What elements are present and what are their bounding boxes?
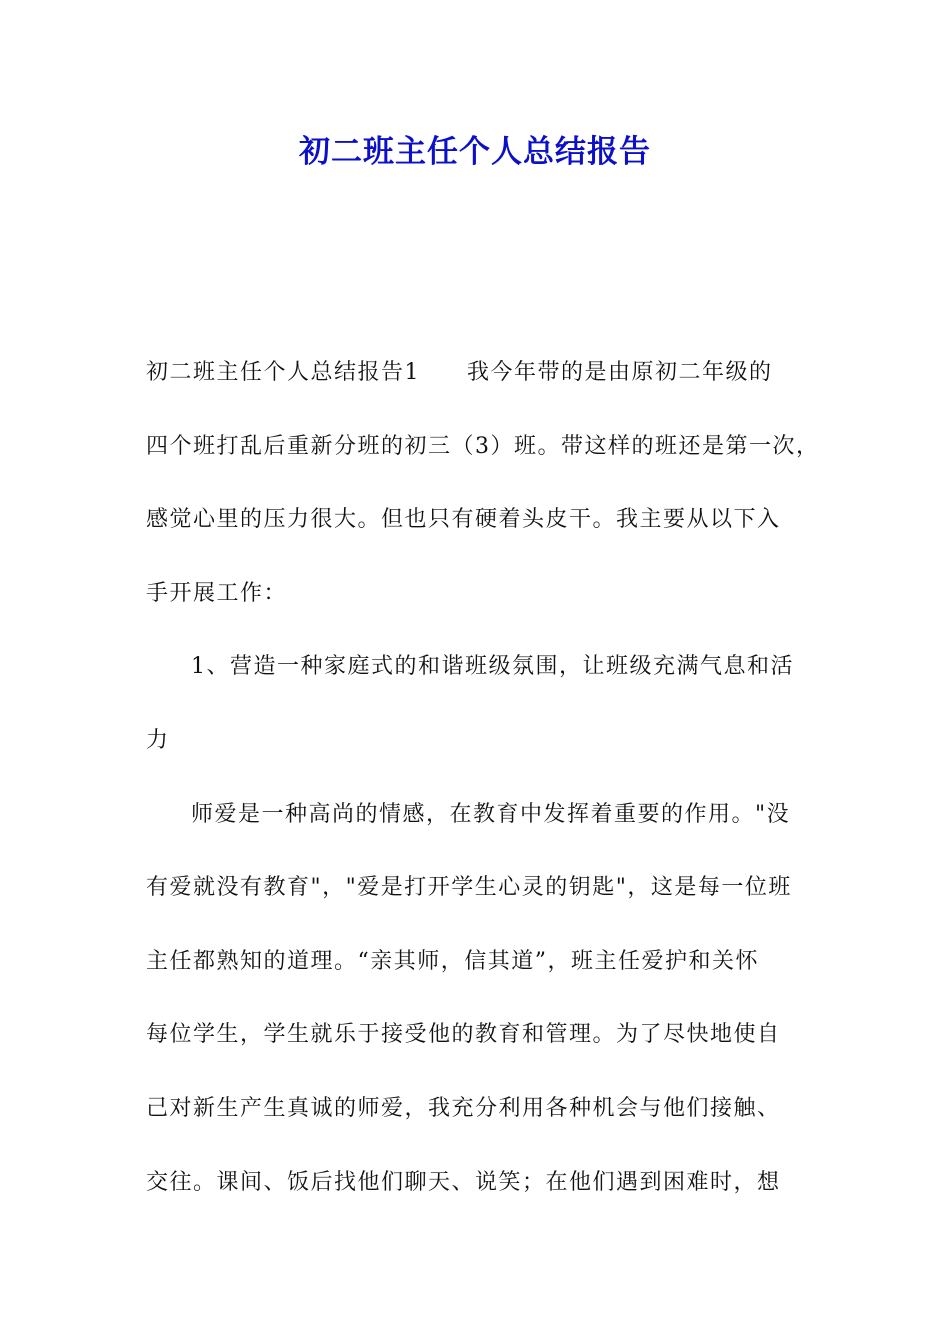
body-line: 交往。课间、饭后找他们聊天、说笑；在他们遇到困难时，想 xyxy=(146,1169,781,1195)
section-heading-line: 力 xyxy=(146,727,170,753)
body-line: 四个班打乱后重新分班的初三（3）班。带这样的班还是第一次， xyxy=(146,433,820,459)
body-line: 己对新生产生真诚的师爱，我充分利用各种机会与他们接触、 xyxy=(146,1095,781,1121)
body-line: 手开展工作： xyxy=(146,580,288,606)
section-heading-line: 1、营造一种家庭式的和谐班级氛围，让班级充满气息和活 xyxy=(191,654,794,680)
document-title: 初二班主任个人总结报告 xyxy=(299,134,651,170)
body-line: 每位学生，学生就乐于接受他的教育和管理。为了尽快地使自 xyxy=(146,1022,781,1048)
document-body xyxy=(146,336,820,1219)
body-line: 有爱就没有教育"，"爱是打开学生心灵的钥匙"，这是每一位班 xyxy=(146,875,792,901)
body-line: 初二班主任个人总结报告1 我今年带的是由原初二年级的 xyxy=(146,360,773,385)
body-line: 主任都熟知的道理。“亲其师，信其道”，班主任爱护和关怀 xyxy=(146,948,759,974)
body-line: 感觉心里的压力很大。但也只有硬着头皮干。我主要从以下入 xyxy=(146,507,781,533)
body-line: 师爱是一种高尚的情感，在教育中发挥着重要的作用。"没 xyxy=(191,801,791,827)
